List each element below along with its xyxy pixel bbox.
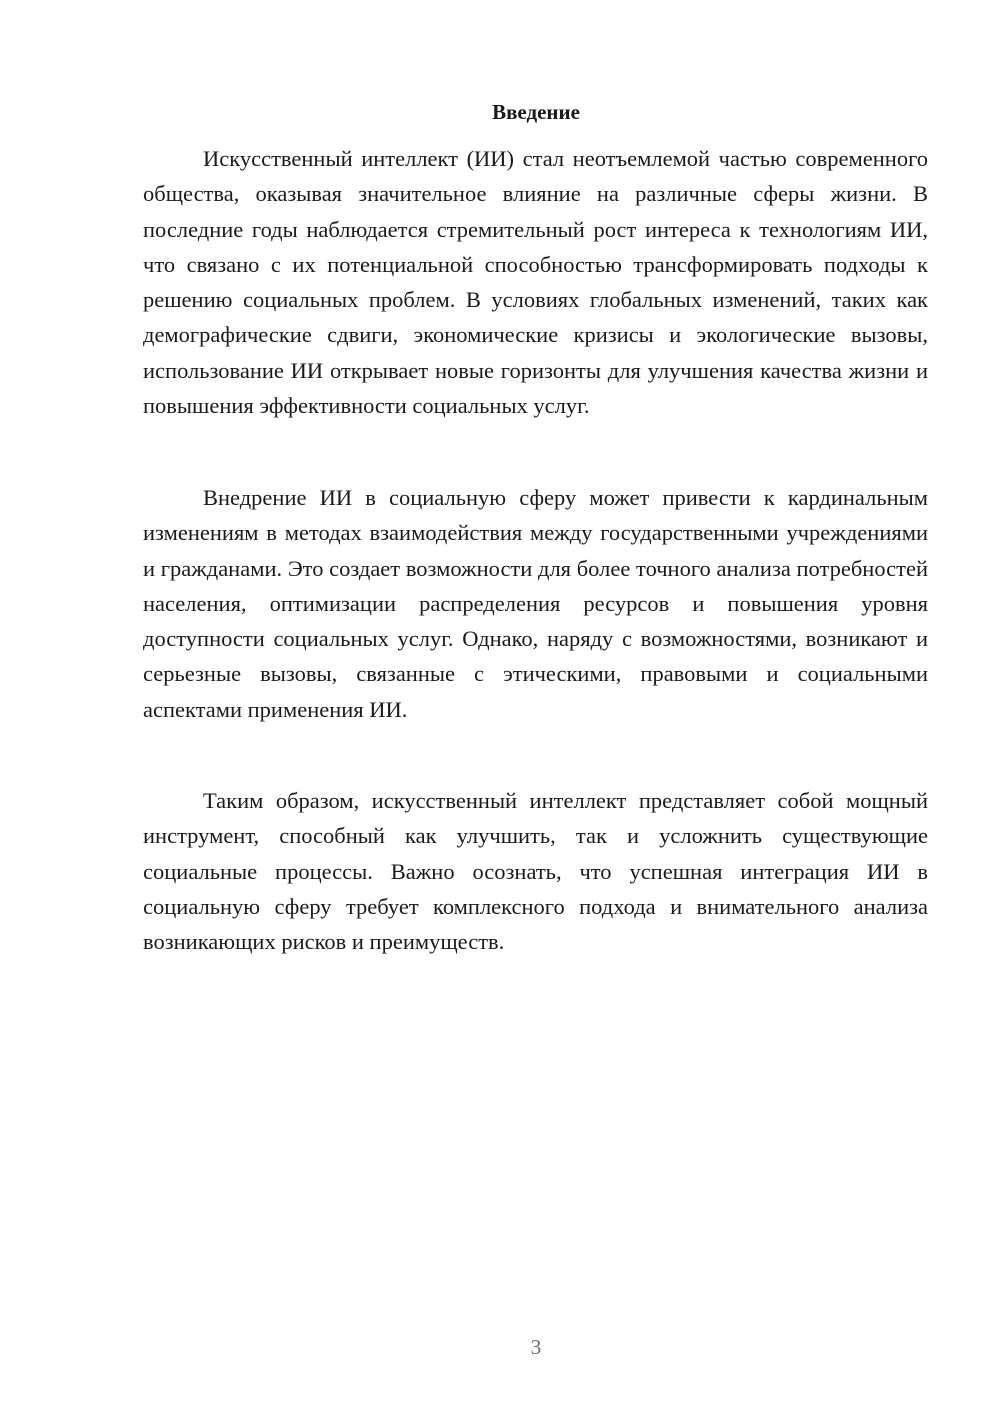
paragraph-2: Внедрение ИИ в социальную сферу может привести к кардинальным изменениям в методах взаимодействия между государственными учреждениями и гражданами. Это создает возможности для более точного анализа потребностей населения, оптимизации распределения ресурсов и повышения уровня доступности социальных услуг. Однако, наряду с возможностями, возникают и серьезные вызовы, связанные с этическими, правовыми и социальными аспектами применения ИИ. [143, 485, 928, 722]
paragraph-3: Таким образом, искусственный интеллект представляет собой мощный инструмент, способный как улучшить, так и усложнить существующие социальные процессы. Важно осознать, что успешная интеграция ИИ в социальную сферу требует комплексного подхода и внимательного анализа возникающих рисков и преимуществ. [143, 788, 928, 955]
page-number: 3 [530, 1335, 542, 1359]
section-heading: Введение [492, 100, 580, 124]
paragraph-1: Искусственный интеллект (ИИ) стал неотъемлемой частью современного общества, оказывая значительное влияние на различные сферы жизни. В последние годы наблюдается стремительный рост интереса к технологиям ИИ, что связано с их потенциальной способностью трансформировать подходы к решению социальных проблем. В условиях глобальных изменений, таких как демографические сдвиги, экономические кризисы и экологические вызовы, использование ИИ открывает новые горизонты для улучшения качества жизни и повышения эффективности социальных услуг. [143, 146, 928, 419]
